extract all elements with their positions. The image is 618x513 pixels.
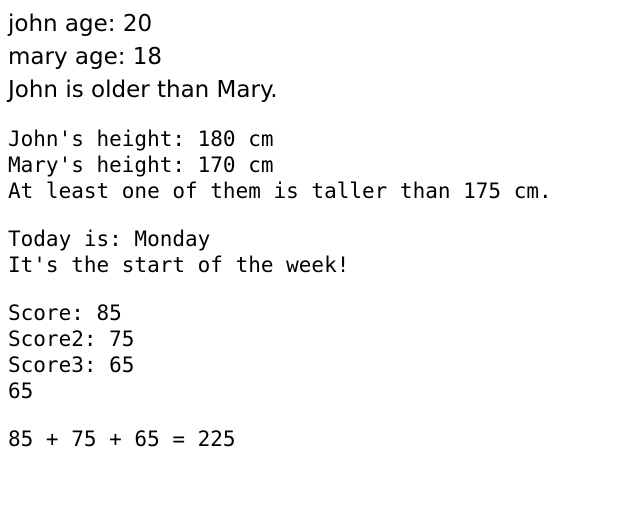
week-message-line: It's the start of the week! (8, 253, 350, 277)
mary-height-line: Mary's height: 170 cm (8, 153, 274, 177)
height-section (8, 126, 610, 204)
total-section (8, 426, 610, 452)
age-section (8, 8, 610, 107)
height-summary-line: At least one of them is taller than 175 cm. (8, 179, 552, 203)
age-comparison-line: John is older than Mary. (8, 77, 278, 103)
john-height-line: John's height: 180 cm (8, 127, 274, 151)
spacer (8, 404, 610, 426)
scores-section (8, 300, 610, 404)
program-output (8, 8, 610, 452)
john-age-line: john age: 20 (8, 11, 153, 37)
score-line: Score: 85 (8, 301, 122, 325)
score2-line: Score2: 75 (8, 327, 135, 351)
min-score-line: 65 (8, 379, 34, 403)
spacer (8, 204, 610, 226)
mary-age-line: mary age: 18 (8, 44, 163, 70)
score3-line: Score3: 65 (8, 353, 135, 377)
today-line: Today is: Monday (8, 227, 211, 251)
spacer (8, 278, 610, 300)
sum-equation-line: 85 + 75 + 65 = 225 (8, 427, 236, 451)
day-section (8, 226, 610, 278)
spacer (8, 107, 610, 126)
